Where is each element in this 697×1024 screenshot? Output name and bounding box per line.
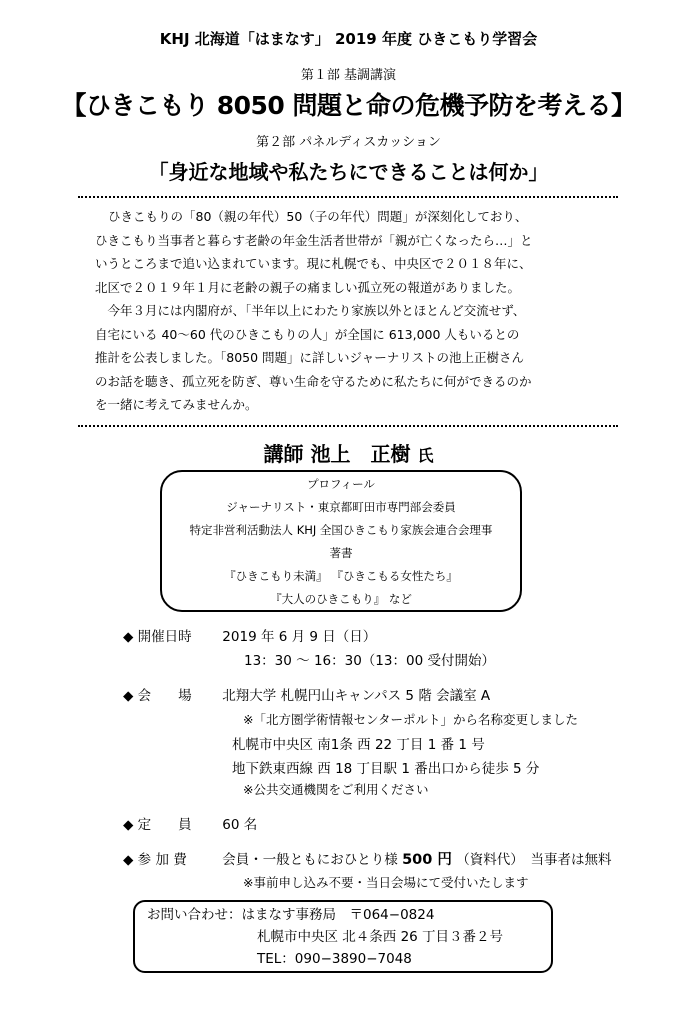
capacity-label: ◆ 定 員 bbox=[123, 817, 192, 833]
intro-line: 今年３月には内閣府が、「半年以上にわたり家族以外とほとんど交流せず、 bbox=[95, 303, 526, 318]
fee-note: ※事前申し込み不要・当日会場にて受付いたします bbox=[243, 875, 529, 890]
intro-line: 推計を公表しました。「8050 問題」に詳しいジャーナリストの池上正樹さん bbox=[95, 350, 525, 365]
dotted-divider-top bbox=[78, 196, 618, 198]
dotted-divider-bottom bbox=[78, 425, 618, 427]
lecturer-heading bbox=[0, 438, 697, 467]
date-value: 2019 年 6 月 9 日（日） bbox=[222, 629, 377, 645]
date-row bbox=[123, 625, 376, 645]
intro-line: のお話を聴き、孤立死を防ぎ、尊い生命を守るために私たちに何ができるのか bbox=[95, 373, 532, 389]
contact-address: 札幌市中央区 北４条西 26 丁目３番２号 bbox=[257, 929, 504, 945]
contact-box bbox=[133, 900, 553, 973]
fee-row bbox=[123, 848, 611, 869]
fee-amount: 500 円 bbox=[402, 852, 452, 868]
fee-label: ◆ 参 加 費 bbox=[123, 852, 187, 868]
intro-line: ひきこもりの「80（親の年代）50（子の年代）問題」が深刻化しており、 bbox=[108, 209, 528, 224]
profile-box bbox=[160, 470, 522, 612]
part1-title: 【ひきこもり 8050 問題と命の危機予防を考える】 bbox=[61, 91, 636, 120]
fee-value-prefix: 会員・一般ともにおひとり様 bbox=[222, 852, 398, 868]
capacity-value: 60 名 bbox=[222, 817, 258, 833]
fee-value-suffix: （資料代） 当事者は無料 bbox=[456, 852, 612, 868]
profile-line: ジャーナリスト・東京都町田市専門部会委員 bbox=[226, 500, 456, 514]
profile-heading: プロフィール bbox=[307, 477, 375, 491]
books-line: 『ひきこもり未満』 『ひきこもる女性たち』 bbox=[224, 569, 458, 583]
venue-address: 札幌市中央区 南1条 西 22 丁目 1 番 1 号 bbox=[232, 737, 485, 753]
venue-transport: ※公共交通機関をご利用ください bbox=[243, 782, 429, 797]
profile-line: 特定非営利活動法人 KHJ 全国ひきこもり家族会連合会理事 bbox=[189, 523, 493, 537]
part2-title: 「身近な地域や私たちにできることは何か」 bbox=[148, 160, 549, 184]
venue-access: 地下鉄東西線 西 18 丁目駅 1 番出口から徒歩 5 分 bbox=[232, 761, 540, 777]
venue-value: 北翔大学 札幌円山キャンパス 5 階 会議室 A bbox=[222, 688, 491, 704]
venue-label: ◆ 会 場 bbox=[123, 688, 192, 704]
intro-line: ひきこもり当事者と暮らす老齢の年金生活者世帯が「親が亡くなったら…」と bbox=[95, 232, 533, 248]
intro-line: を一緒に考えてみませんか。 bbox=[95, 397, 258, 412]
venue-row bbox=[123, 684, 490, 704]
part2-label: 第２部 パネルディスカッション bbox=[256, 135, 441, 150]
intro-paragraph bbox=[95, 205, 615, 417]
capacity-row bbox=[123, 813, 257, 833]
intro-line: 北区で２０１９年１月に老齢の親子の痛ましい孤立死の報道がありました。 bbox=[95, 279, 521, 295]
date-label: ◆ 開催日時 bbox=[123, 629, 192, 645]
contact-phone: TEL：090−3890−7048 bbox=[257, 951, 412, 967]
venue-note: ※「北方圏学術情報センターポルト」から名称変更しました bbox=[243, 712, 578, 727]
intro-line: いうところまで追い込まれています。現に札幌でも、中央区で２０１８年に、 bbox=[95, 256, 532, 271]
contact-line: お問い合わせ：はまなす事務局 〒064−0824 bbox=[147, 907, 435, 923]
lecturer-honorific: 氏 bbox=[417, 446, 434, 465]
books-heading: 著書 bbox=[329, 546, 353, 560]
time-value: 13：30 〜 16：30（13：00 受付開始） bbox=[244, 653, 495, 669]
lecturer-name: 池上 正樹 bbox=[310, 442, 411, 466]
event-header: KHJ 北海道「はまなす」 2019 年度 ひきこもり学習会 bbox=[159, 30, 538, 48]
books-line: 『大人のひきこもり』 など bbox=[270, 592, 412, 606]
part1-label: 第１部 基調講演 bbox=[300, 68, 397, 83]
lecturer-title: 講師 bbox=[263, 442, 304, 466]
intro-line: 自宅にいる 40〜60 代のひきこもりの人」が全国に 613,000 人もいるとの bbox=[95, 326, 520, 342]
